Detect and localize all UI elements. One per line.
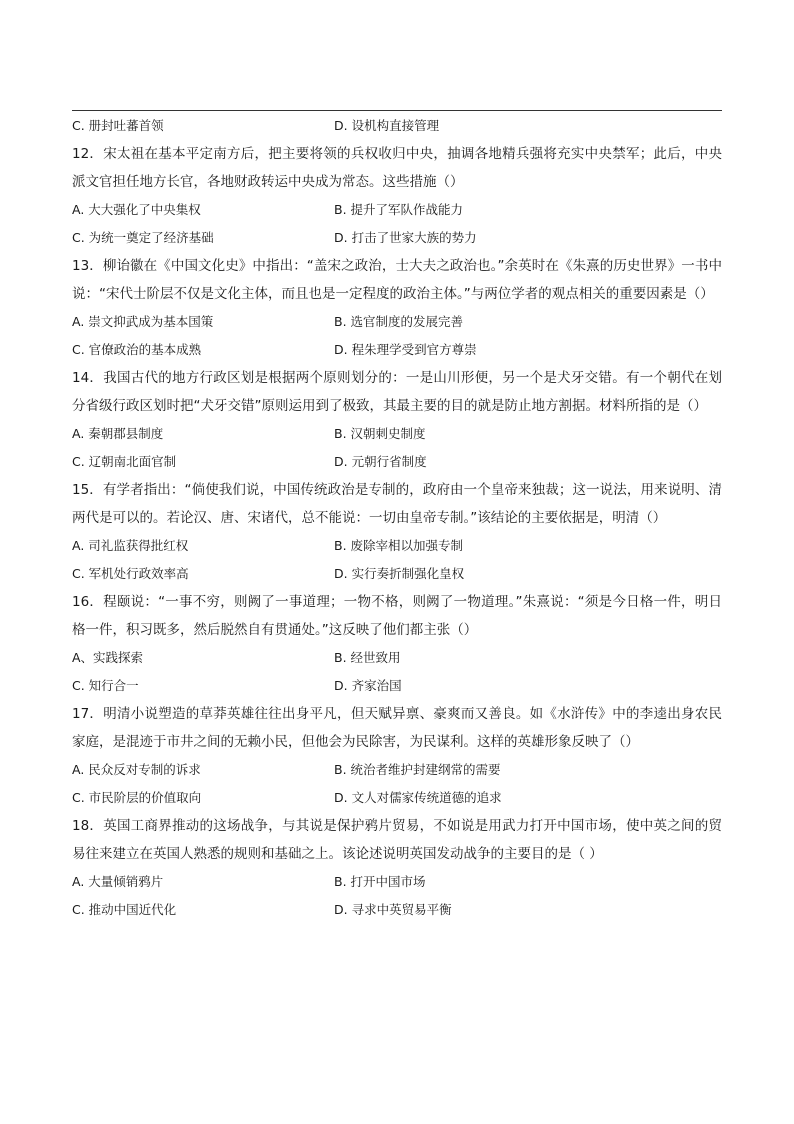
question-stem: 17．明清小说塑造的草莽英雄往往出身平凡，但天赋异禀、豪爽而又善良。如《水浒传》中的李逵出身农民家庭，是混迹于市井之间的无赖小民，但他会为民除害，为民谋利。这样的英雄形象反映了（） — [72, 706, 722, 750]
question-13 — [72, 252, 722, 364]
option-b: B. 统治者维护封建纲常的需要 — [334, 762, 501, 777]
options-row — [72, 448, 722, 476]
option-c: C. 为统一奠定了经济基础 — [72, 230, 214, 245]
option-c: C. 知行合一 — [72, 678, 139, 693]
option-d: D. 元朝行省制度 — [334, 454, 427, 469]
question-list — [72, 112, 722, 924]
options-row — [72, 420, 722, 448]
option-d: D. 寻求中英贸易平衡 — [334, 902, 452, 917]
options-row — [72, 336, 722, 364]
options-row — [72, 196, 722, 224]
option-a: A. 秦朝郡县制度 — [72, 426, 164, 441]
options-row — [72, 532, 722, 560]
option-b: B. 经世致用 — [334, 650, 401, 665]
question-stem: 13．柳诒徽在《中国文化史》中指出：“盖宋之政治，士大夫之政治也。”余英时在《朱熹的历史世界》一书中说：“宋代士阶层不仅是文化主体，而且也是一定程度的政治主体。”与两位学者的观点相关的重要因素是（） — [72, 258, 722, 302]
option-a: A、实践探索 — [72, 650, 144, 665]
options-row — [72, 868, 722, 896]
question-18 — [72, 812, 722, 924]
option-a: A. 大大强化了中央集权 — [72, 202, 201, 217]
option-c: C. 册封吐蕃首领 — [72, 118, 164, 133]
option-b: B. 提升了军队作战能力 — [334, 202, 464, 217]
question-14 — [72, 364, 722, 476]
question-stem: 12．宋太祖在基本平定南方后，把主要将领的兵权收归中央，抽调各地精兵强将充实中央禁军；此后，中央派文官担任地方长官，各地财政转运中央成为常态。这些措施（） — [72, 146, 722, 190]
option-a: A. 民众反对专制的诉求 — [72, 762, 201, 777]
option-d: D. 齐家治国 — [334, 678, 402, 693]
option-d: D. 程朱理学受到官方尊崇 — [334, 342, 477, 357]
option-b: B. 选官制度的发展完善 — [334, 314, 464, 329]
option-b: B. 打开中国市场 — [334, 874, 426, 889]
question-16 — [72, 588, 722, 700]
option-b: B. 汉朝刺史制度 — [334, 426, 426, 441]
option-a: A. 司礼监获得批红权 — [72, 538, 189, 553]
options-row — [72, 784, 722, 812]
question-12 — [72, 140, 722, 252]
question-stem: 14．我国古代的地方行政区划是根据两个原则划分的：一是山川形便，另一个是犬牙交错。有一个朝代在划分省级行政区划时把“犬牙交错”原则运用到了极致，其最主要的目的就是防止地方割据。材料所指的是（） — [72, 370, 722, 414]
option-a: A. 崇文抑武成为基本国策 — [72, 314, 214, 329]
question-15 — [72, 476, 722, 588]
question-stem: 15．有学者指出：“倘使我们说，中国传统政治是专制的，政府由一个皇帝来独裁；这一说法，用来说明、清两代是可以的。若论汉、唐、宋诸代，总不能说：一切由皇帝专制。”该结论的主要依据是，明清（） — [72, 482, 722, 526]
carryover-options-row — [72, 112, 722, 140]
option-c: C. 推动中国近代化 — [72, 902, 177, 917]
question-17 — [72, 700, 722, 812]
option-d: D. 打击了世家大族的势力 — [334, 230, 477, 245]
options-row — [72, 672, 722, 700]
options-row — [72, 308, 722, 336]
option-d: D. 实行奏折制强化皇权 — [334, 566, 465, 581]
options-row — [72, 644, 722, 672]
option-c: C. 辽朝南北面官制 — [72, 454, 177, 469]
option-c: C. 市民阶层的价值取向 — [72, 790, 202, 805]
option-c: C. 官僚政治的基本成熟 — [72, 342, 202, 357]
option-d: D. 设机构直接管理 — [334, 118, 440, 133]
options-row — [72, 756, 722, 784]
question-stem: 16．程颐说：“一事不穷，则阙了一事道理；一物不格，则阙了一物道理。”朱熹说：“须是今日格一件，明日格一件，积习既多，然后脱然自有贯通处。”这反映了他们都主张（） — [72, 594, 722, 638]
options-row — [72, 224, 722, 252]
option-b: B. 废除宰相以加强专制 — [334, 538, 464, 553]
options-row — [72, 560, 722, 588]
question-stem: 18．英国工商界推动的这场战争，与其说是保护鸦片贸易，不如说是用武力打开中国市场，使中英之间的贸易往来建立在英国人熟悉的规则和基础之上。该论述说明英国发动战争的主要目的是（ ） — [72, 818, 722, 862]
header-rule — [72, 110, 722, 111]
options-row — [72, 896, 722, 924]
option-c: C. 军机处行政效率高 — [72, 566, 189, 581]
option-d: D. 文人对儒家传统道德的追求 — [334, 790, 502, 805]
option-a: A. 大量倾销鸦片 — [72, 874, 164, 889]
